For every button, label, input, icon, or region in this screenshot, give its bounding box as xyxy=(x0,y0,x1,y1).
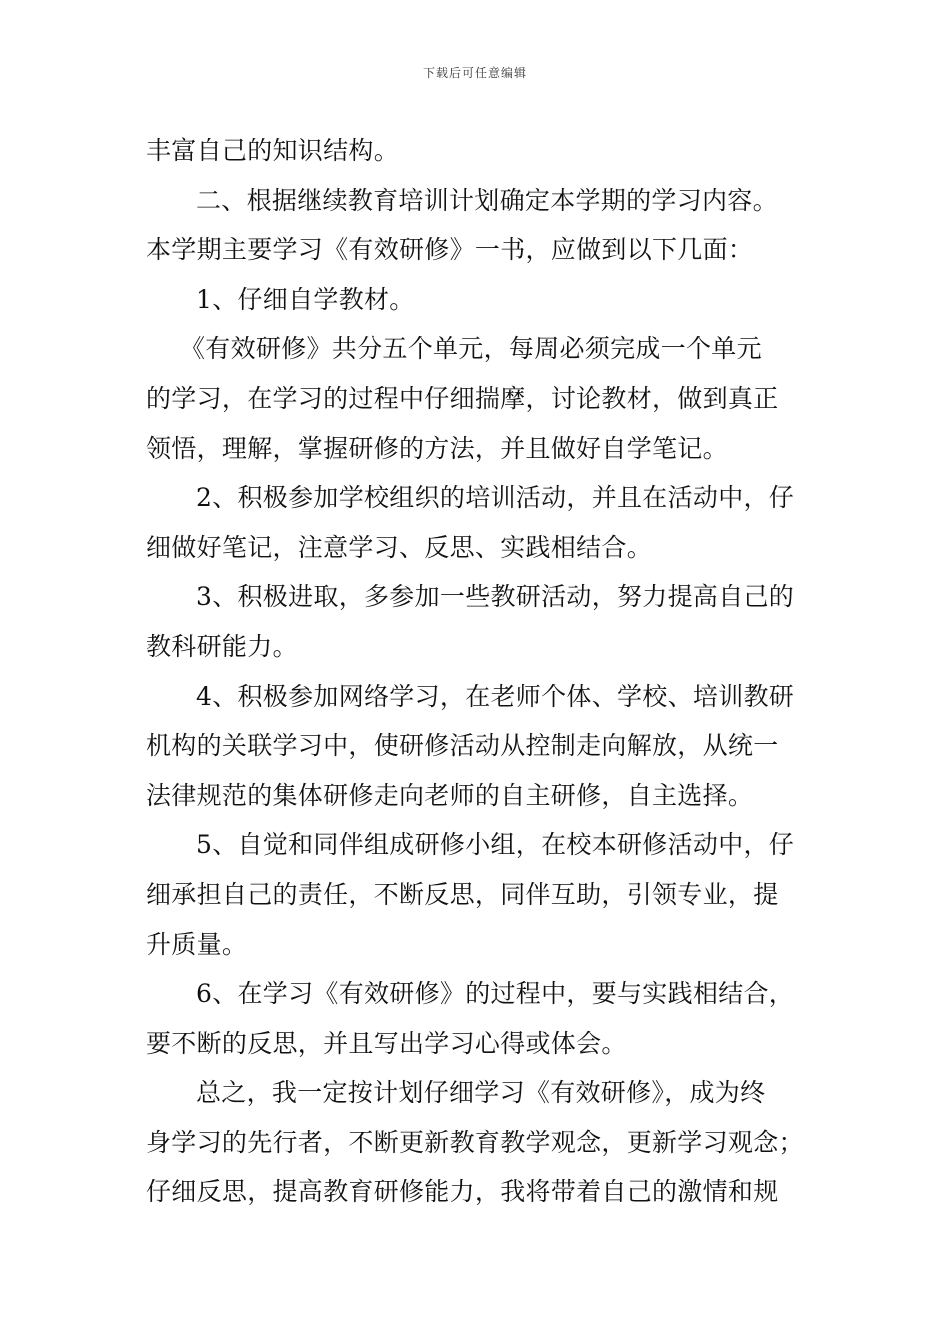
body-line: 身学习的先行者，不断更新教育教学观念，更新学习观念； xyxy=(146,1127,804,1157)
body-line: 《有效研修》共分五个单元，每周必须完成一个单元 xyxy=(180,334,762,364)
body-line: 要不断的反思，并且写出学习心得或体会。 xyxy=(146,1028,627,1058)
body-line: 法律规范的集体研修走向老师的自主研修，自主选择。 xyxy=(146,780,754,810)
body-line: 机构的关联学习中，使研修活动从控制走向解放，从统一 xyxy=(146,731,779,761)
body-line: 细做好笔记，注意学习、反思、实践相结合。 xyxy=(146,532,653,562)
body-line: 教科研能力。 xyxy=(146,631,298,661)
body-line: 的学习，在学习的过程中仔细揣摩，讨论教材，做到真正 xyxy=(146,383,779,413)
body-line: 丰富自己的知识结构。 xyxy=(146,136,400,165)
section-heading: 二、根据继续教育培训计划确定本学期的学习内容。 xyxy=(196,185,778,215)
body-line: 仔细反思，提高教育研修能力，我将带着自己的激情和规 xyxy=(146,1177,779,1207)
list-item: 3、积极进取，多参加一些教研活动，努力提高自己的 xyxy=(196,582,795,612)
body-line: 升质量。 xyxy=(146,929,248,959)
list-item: 6、在学习《有效研修》的过程中，要与实践相结合， xyxy=(196,979,795,1009)
list-item-heading: 1、仔细自学教材。 xyxy=(196,284,415,314)
page-header: 下载后可任意编辑 xyxy=(422,66,527,80)
document-body xyxy=(146,126,810,1217)
list-item: 2、积极参加学校组织的培训活动，并且在活动中，仔 xyxy=(196,483,795,513)
list-item: 4、积极参加网络学习，在老师个体、学校、培训教研 xyxy=(196,681,795,711)
summary-paragraph: 总之，我一定按计划仔细学习《有效研修》，成为终 xyxy=(196,1078,766,1108)
list-item: 5、自觉和同伴组成研修小组，在校本研修活动中，仔 xyxy=(196,830,795,860)
body-line: 本学期主要学习《有效研修》一书，应做到以下几面： xyxy=(146,235,754,265)
body-line: 领悟，理解，掌握研修的方法，并且做好自学笔记。 xyxy=(146,433,728,463)
body-line: 细承担自己的责任，不断反思，同伴互助，引领专业，提 xyxy=(146,879,779,909)
